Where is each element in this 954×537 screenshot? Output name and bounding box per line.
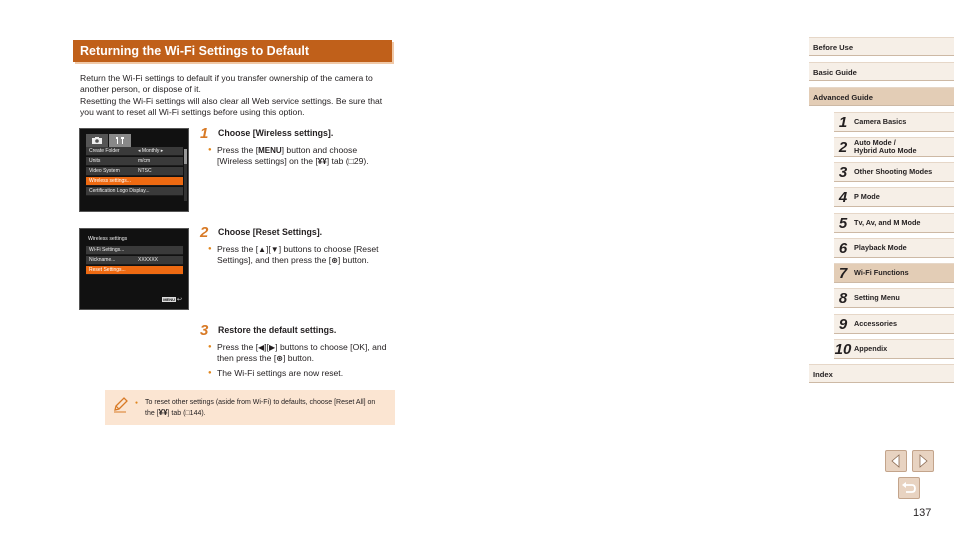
camera-screen-wireless-settings	[79, 228, 189, 310]
down-button-icon: ▼	[270, 245, 279, 254]
chapter-6-playback-mode[interactable]: 6 Playback Mode	[834, 238, 954, 258]
chapter-1-camera-basics[interactable]: 1 Camera Basics	[834, 112, 954, 132]
camera-tab-icon	[86, 134, 108, 147]
camera-screen-setup-menu	[79, 128, 189, 212]
next-page-button[interactable]	[912, 450, 934, 472]
menu-row-certification-logo: Certification Logo Display...	[86, 187, 183, 196]
intro-text	[80, 73, 390, 119]
step-bullet: ● The Wi-Fi settings are now reset.	[208, 368, 393, 379]
intro-paragraph-2: Resetting the Wi-Fi settings will also clear all Web service settings. Be sure that you want to reset all Wi-Fi settings before using this option.	[80, 95, 383, 118]
step-bullet: ● Press the [◀][▶] buttons to choose [OK], and then press the [⊛] button.	[208, 342, 393, 364]
menu-row-wireless-settings: Wireless settings...	[86, 177, 183, 186]
menu-button-icon: MENU	[163, 297, 175, 302]
setup-tab-icon	[109, 134, 131, 147]
step-number: 2	[200, 224, 209, 241]
arrow-right-icon	[913, 451, 933, 471]
step-number: 1	[200, 125, 209, 142]
arrow-left-icon	[886, 451, 906, 471]
func-set-button-icon: ⊛	[331, 256, 338, 265]
nav-advanced-guide[interactable]: Advanced Guide	[809, 87, 954, 106]
step-number: 3	[200, 322, 209, 339]
note-text: ● To reset other settings (aside from Wi-Fi) to defaults, choose [Reset All] on the [¥¥] tab (□144).	[135, 398, 385, 419]
nav-before-use[interactable]: Before Use	[809, 37, 954, 56]
step-3	[200, 322, 395, 392]
menu-scrollbar	[184, 149, 187, 201]
pencil-icon	[111, 396, 129, 414]
left-button-icon: ◀	[258, 343, 265, 352]
menu-tabs	[86, 134, 132, 147]
step-bullet: ● Press the [MENU] button and choose [Wireless settings] on the [¥¥] tab (□29).	[208, 145, 393, 167]
menu-back-hint	[162, 296, 182, 303]
chapter-9-accessories[interactable]: 9 Accessories	[834, 314, 954, 334]
chapter-5-tv-av-m-mode[interactable]: 5 Tv, Av, and M Mode	[834, 213, 954, 233]
setup-tab-icon: ¥¥	[317, 157, 327, 166]
chapter-4-p-mode[interactable]: 4 P Mode	[834, 187, 954, 207]
menu-row-units: Units m/cm	[86, 157, 183, 166]
menu-row-reset-settings: Reset Settings...	[86, 266, 183, 275]
menu-row-wifi-settings: Wi-Fi Settings...	[86, 246, 183, 255]
screen-title: Wireless settings	[88, 236, 128, 242]
step-title: Choose [Reset Settings].	[218, 227, 323, 237]
note-box	[105, 390, 395, 425]
menu-button-icon: MENU	[258, 146, 282, 155]
chapter-10-appendix[interactable]: 10 Appendix	[834, 339, 954, 359]
chapter-7-wifi-functions[interactable]: 7 Wi-Fi Functions	[834, 263, 954, 283]
setup-tab-icon: ¥¥	[158, 408, 168, 417]
step-title: Choose [Wireless settings].	[218, 128, 334, 138]
step-title: Restore the default settings.	[218, 325, 337, 335]
return-button[interactable]	[898, 477, 920, 499]
step-1	[200, 125, 395, 195]
return-icon	[899, 478, 919, 498]
book-reference-icon: □	[185, 410, 190, 417]
step-2	[200, 224, 395, 294]
section-title: Returning the Wi-Fi Settings to Default	[73, 40, 392, 62]
menu-row-nickname: Nickname... XXXXXX	[86, 256, 183, 265]
up-button-icon: ▲	[258, 245, 266, 254]
nav-index[interactable]: Index	[809, 364, 954, 383]
chapter-2-auto-mode[interactable]: 2 Auto Mode / Hybrid Auto Mode	[834, 137, 954, 157]
previous-page-button[interactable]	[885, 450, 907, 472]
chapter-3-other-shooting-modes[interactable]: 3 Other Shooting Modes	[834, 162, 954, 182]
chapter-8-setting-menu[interactable]: 8 Setting Menu	[834, 288, 954, 308]
right-button-icon: ▶	[269, 343, 276, 352]
page-number: 137	[913, 507, 932, 519]
book-reference-icon: □	[348, 156, 354, 166]
return-arrow-icon: ↩	[176, 297, 182, 303]
menu-row-video-system: Video System NTSC	[86, 167, 183, 176]
step-bullet: ● Press the [▲][▼] buttons to choose [Reset Settings], and then press the [⊛] button.	[208, 244, 393, 266]
func-set-button-icon: ⊛	[276, 354, 283, 363]
nav-basic-guide[interactable]: Basic Guide	[809, 62, 954, 81]
intro-paragraph-1: Return the Wi-Fi settings to default if you transfer ownership of the camera to another person, or dispose of it.	[80, 73, 373, 95]
menu-row-create-folder: Create Folder ◂ Monthly ▸	[86, 147, 183, 156]
